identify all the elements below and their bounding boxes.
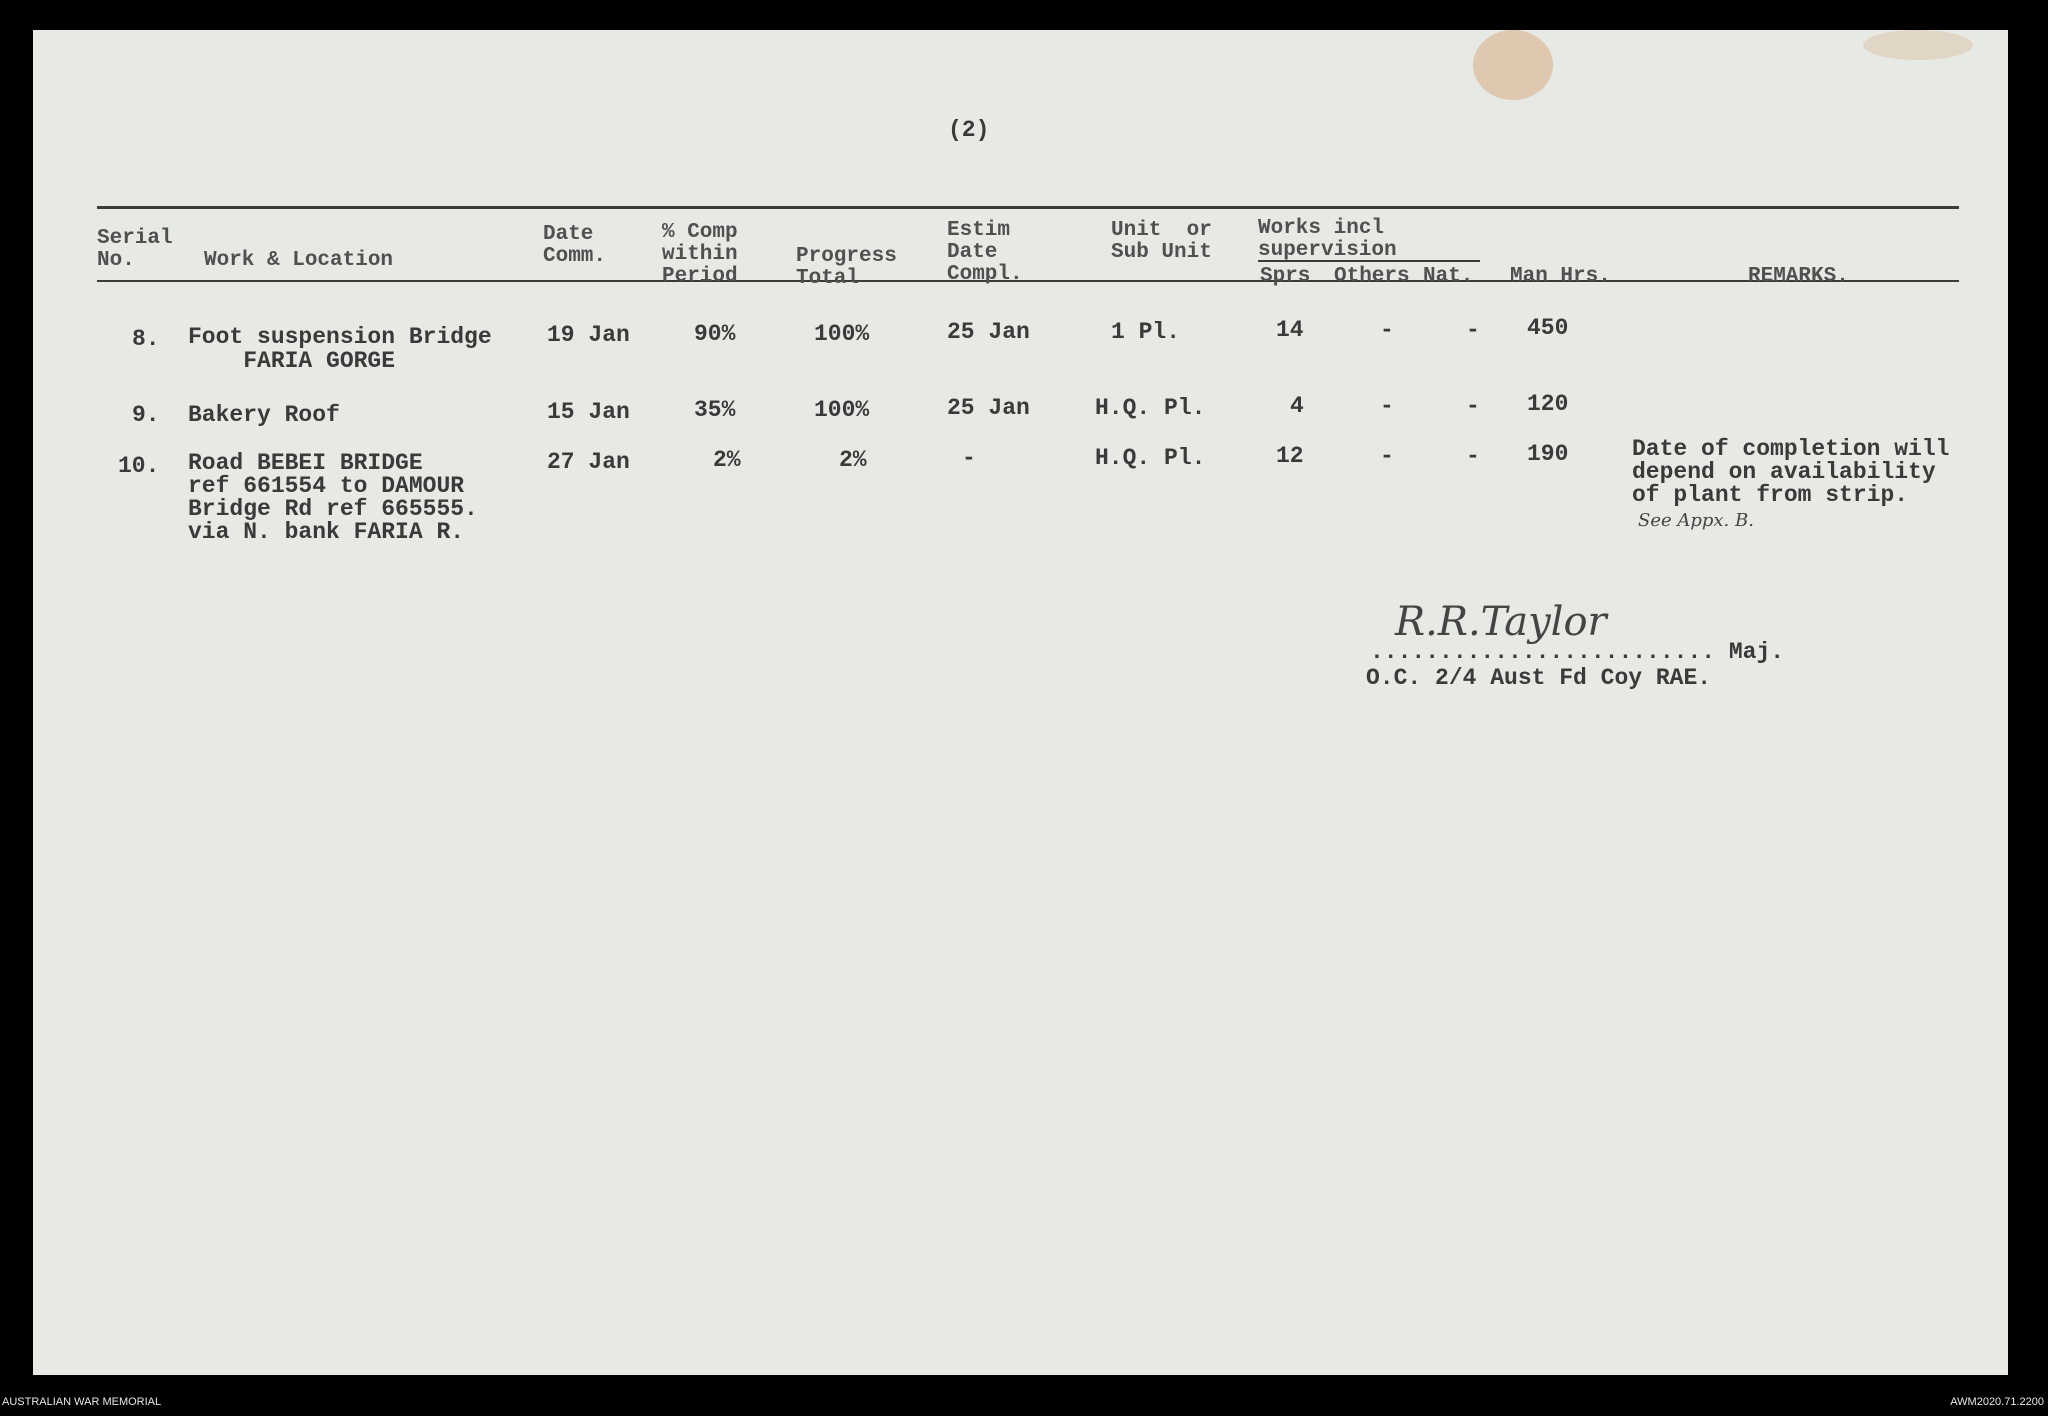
row-8-serial: 8. bbox=[132, 326, 160, 352]
row-9-serial: 9. bbox=[132, 402, 160, 428]
header-work: Work & Location bbox=[204, 249, 394, 272]
row-10-estim: - bbox=[962, 445, 976, 471]
header-bottom-rule bbox=[97, 280, 1959, 282]
row-9-progress: 100% bbox=[814, 397, 870, 423]
header-progress: Progress Total bbox=[796, 245, 897, 290]
row-9-work: Bakery Roof bbox=[188, 402, 340, 428]
header-sprs: Sprs bbox=[1260, 265, 1311, 288]
row-9-estim: 25 Jan bbox=[947, 395, 1030, 421]
page-number: (2) bbox=[948, 117, 990, 143]
row-8-sprs: 14 bbox=[1276, 317, 1304, 343]
row-10-remarks: Date of completion will depend on availability of plant from strip. bbox=[1632, 436, 1950, 508]
table-top-rule bbox=[97, 206, 1959, 209]
row-8-progress: 100% bbox=[814, 321, 870, 347]
header-nat: Nat. bbox=[1423, 265, 1474, 288]
signature-rank-line: ......................... Maj. bbox=[1370, 639, 1785, 665]
row-8-others: - bbox=[1380, 317, 1394, 343]
row-10-sprs: 12 bbox=[1276, 443, 1304, 469]
header-comp-within: % Comp within Period bbox=[662, 221, 738, 288]
row-8-work: Foot suspension Bridge FARIA GORGE bbox=[188, 324, 492, 374]
row-8-estim: 25 Jan bbox=[947, 319, 1030, 345]
signature: R.R.Taylor bbox=[1395, 599, 1607, 645]
signature-title: O.C. 2/4 Aust Fd Coy RAE. bbox=[1366, 665, 1712, 691]
remarks-handwritten-note: See Appx. B. bbox=[1638, 510, 1754, 531]
row-10-work: Road BEBEI BRIDGE ref 661554 to DAMOUR Bridge Rd ref 665555. via N. bank FARIA R. bbox=[188, 450, 478, 545]
row-8-man-hrs: 450 bbox=[1527, 315, 1569, 341]
row-10-serial: 10. bbox=[118, 453, 160, 479]
row-8-comp: 90% bbox=[694, 321, 736, 347]
row-9-man-hrs: 120 bbox=[1527, 391, 1569, 417]
row-9-unit: H.Q. Pl. bbox=[1095, 395, 1206, 421]
row-8-date: 19 Jan bbox=[547, 322, 630, 348]
header-works-incl: Works incl supervision bbox=[1258, 217, 1397, 262]
row-9-date: 15 Jan bbox=[547, 399, 630, 425]
row-9-comp: 35% bbox=[694, 397, 736, 423]
header-others: Others bbox=[1334, 265, 1410, 288]
row-8-nat: - bbox=[1466, 317, 1480, 343]
row-8-unit: 1 Pl. bbox=[1111, 319, 1181, 345]
row-9-others: - bbox=[1380, 393, 1394, 419]
row-10-man-hrs: 190 bbox=[1527, 441, 1569, 467]
row-10-date: 27 Jan bbox=[547, 449, 630, 475]
row-9-nat: - bbox=[1466, 393, 1480, 419]
header-date-comm: Date Comm. bbox=[543, 223, 607, 268]
row-10-comp: 2% bbox=[713, 447, 741, 473]
row-10-others: - bbox=[1380, 443, 1394, 469]
footer-accession: AWM2020.71.2200 bbox=[1950, 1396, 2044, 1408]
header-remarks: REMARKS. bbox=[1748, 265, 1849, 288]
header-man-hrs: Man Hrs. bbox=[1510, 265, 1611, 288]
row-10-progress: 2% bbox=[839, 447, 867, 473]
footer-source: AUSTRALIAN WAR MEMORIAL bbox=[2, 1396, 162, 1408]
header-unit: Unit or Sub Unit bbox=[1111, 219, 1212, 264]
row-10-nat: - bbox=[1466, 443, 1480, 469]
stain-mark bbox=[1863, 30, 1973, 60]
row-10-unit: H.Q. Pl. bbox=[1095, 445, 1206, 471]
header-estim: Estim Date Compl. bbox=[947, 219, 1023, 286]
stain-mark bbox=[1473, 30, 1553, 100]
header-serial: Serial No. bbox=[97, 227, 173, 272]
row-9-sprs: 4 bbox=[1290, 393, 1304, 419]
